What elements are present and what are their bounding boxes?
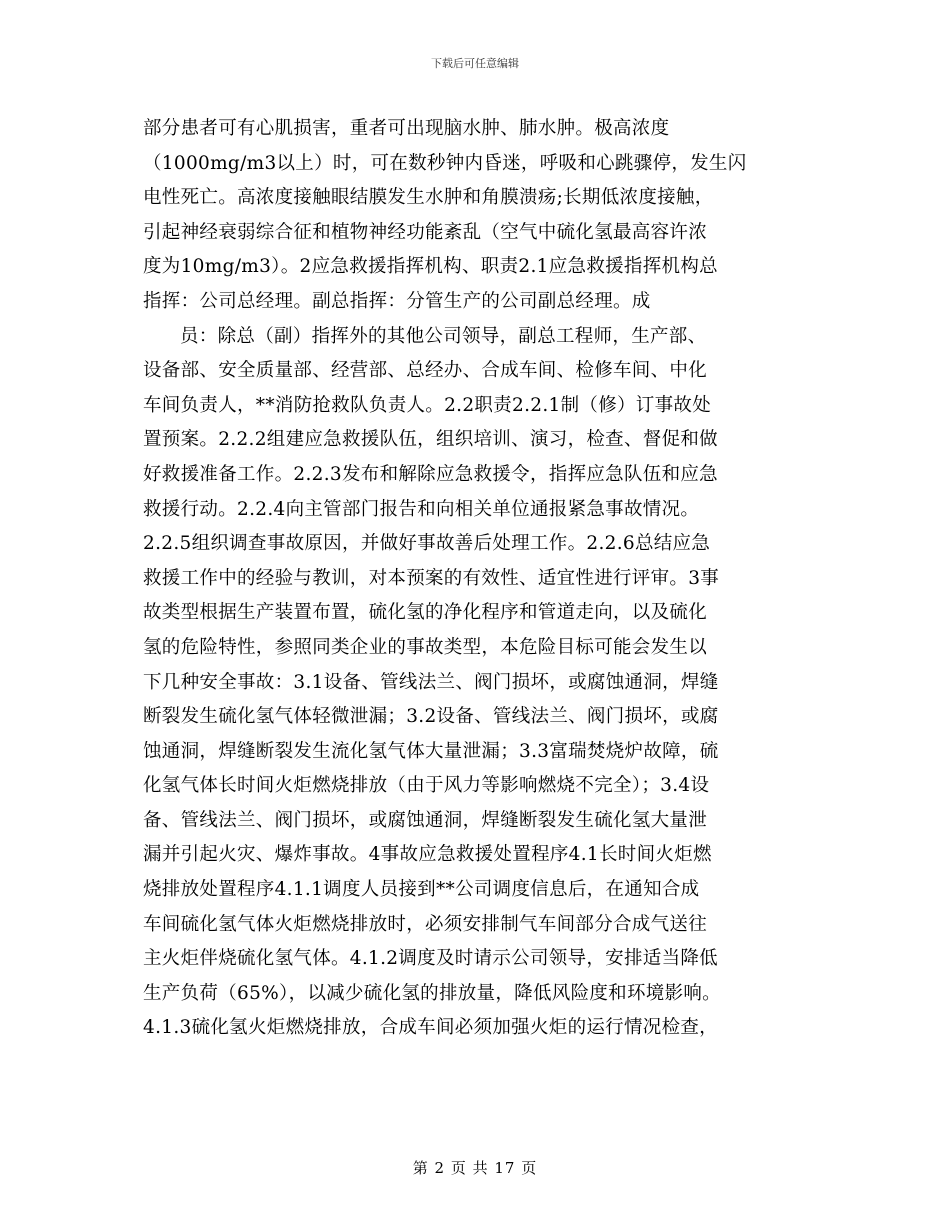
- text-line: （1000mg/m3以上）时，可在数秒钟内昏迷，呼吸和心跳骤停，发生闪: [143, 152, 747, 174]
- text-line: 电性死亡。高浓度接触眼结膜发生水肿和角膜溃疡;长期低浓度接触，: [143, 187, 714, 209]
- page-number-footer: 第 2 页 共 17 页: [412, 1159, 538, 1177]
- text-line: 设备部、安全质量部、经营部、总经办、合成车间、检修车间、中化: [143, 360, 708, 382]
- text-line: 车间负责人，**消防抢救队负责人。2.2职责2.2.1制（修）订事故处: [143, 394, 711, 416]
- text-line: 烧排放处置程序4.1.1调度人员接到**公司调度信息后，在通知合成: [143, 879, 700, 901]
- text-line: 置预案。2.2.2组建应急救援队伍，组织培训、演习，检查、督促和做: [143, 429, 718, 451]
- text-line: 漏并引起火灾、爆炸事故。4事故应急救援处置程序4.1长时间火炬燃: [143, 844, 712, 866]
- text-line: 断裂发生硫化氢气体轻微泄漏；3.2设备、管线法兰、阀门损坏，或腐: [143, 706, 719, 728]
- page-header: 下载后可任意编辑: [431, 57, 519, 70]
- text-line: 车间硫化氢气体火炬燃烧排放时，必须安排制气车间部分合成气送往: [143, 913, 708, 935]
- text-line: 下几种安全事故：3.1设备、管线法兰、阀门损坏，或腐蚀通洞，焊缝: [143, 671, 719, 693]
- text-line: 员：除总（副）指挥外的其他公司领导，副总工程师，生产部、: [180, 325, 707, 347]
- text-line: 主火炬伴烧硫化氢气体。4.1.2调度及时请示公司领导，安排适当降低: [143, 948, 718, 970]
- text-line: 蚀通洞，焊缝断裂发生流化氢气体大量泄漏；3.3富瑞焚烧炉故障，硫: [143, 740, 719, 762]
- text-line: 氢的危险特性，参照同类企业的事故类型，本危险目标可能会发生以: [143, 636, 708, 658]
- text-line: 生产负荷（65%），以减少硫化氢的排放量，降低风险度和环境影响。: [143, 982, 721, 1004]
- text-line: 4.1.3硫化氢火炬燃烧排放，合成车间必须加强火炬的运行情况检查，: [143, 1017, 718, 1039]
- text-line: 部分患者可有心肌损害，重者可出现脑水肿、肺水肿。极高浓度: [143, 118, 670, 139]
- text-line: 度为10mg/m3）。2应急救援指挥机构、职责2.1应急救援指挥机构总: [143, 256, 718, 278]
- text-line: 2.2.5组织调查事故原因，并做好事故善后处理工作。2.2.6总结应急: [143, 533, 711, 555]
- text-line: 化氢气体长时间火炬燃烧排放（由于风力等影响燃烧不完全）；3.4设: [143, 775, 710, 797]
- text-line: 救援行动。2.2.4向主管部门报告和向相关单位通报紧急事故情况。: [143, 498, 700, 520]
- document-body: [143, 112, 808, 1046]
- text-line: 指挥：公司总经理。副总指挥：分管生产的公司副总经理。成: [143, 290, 651, 312]
- text-line: 备、管线法兰、阀门损坏，或腐蚀通洞，焊缝断裂发生硫化氢大量泄: [143, 809, 708, 831]
- text-line: 引起神经衰弱综合征和植物神经功能紊乱（空气中硫化氢最高容许浓: [143, 221, 708, 243]
- text-line: 好救援准备工作。2.2.3发布和解除应急救援令，指挥应急队伍和应急: [143, 463, 718, 485]
- text-line: 故类型根据生产装置布置，硫化氢的净化程序和管道走向，以及硫化: [143, 602, 708, 624]
- text-line: 救援工作中的经验与教训，对本预案的有效性、适宜性进行评审。3事: [143, 567, 720, 589]
